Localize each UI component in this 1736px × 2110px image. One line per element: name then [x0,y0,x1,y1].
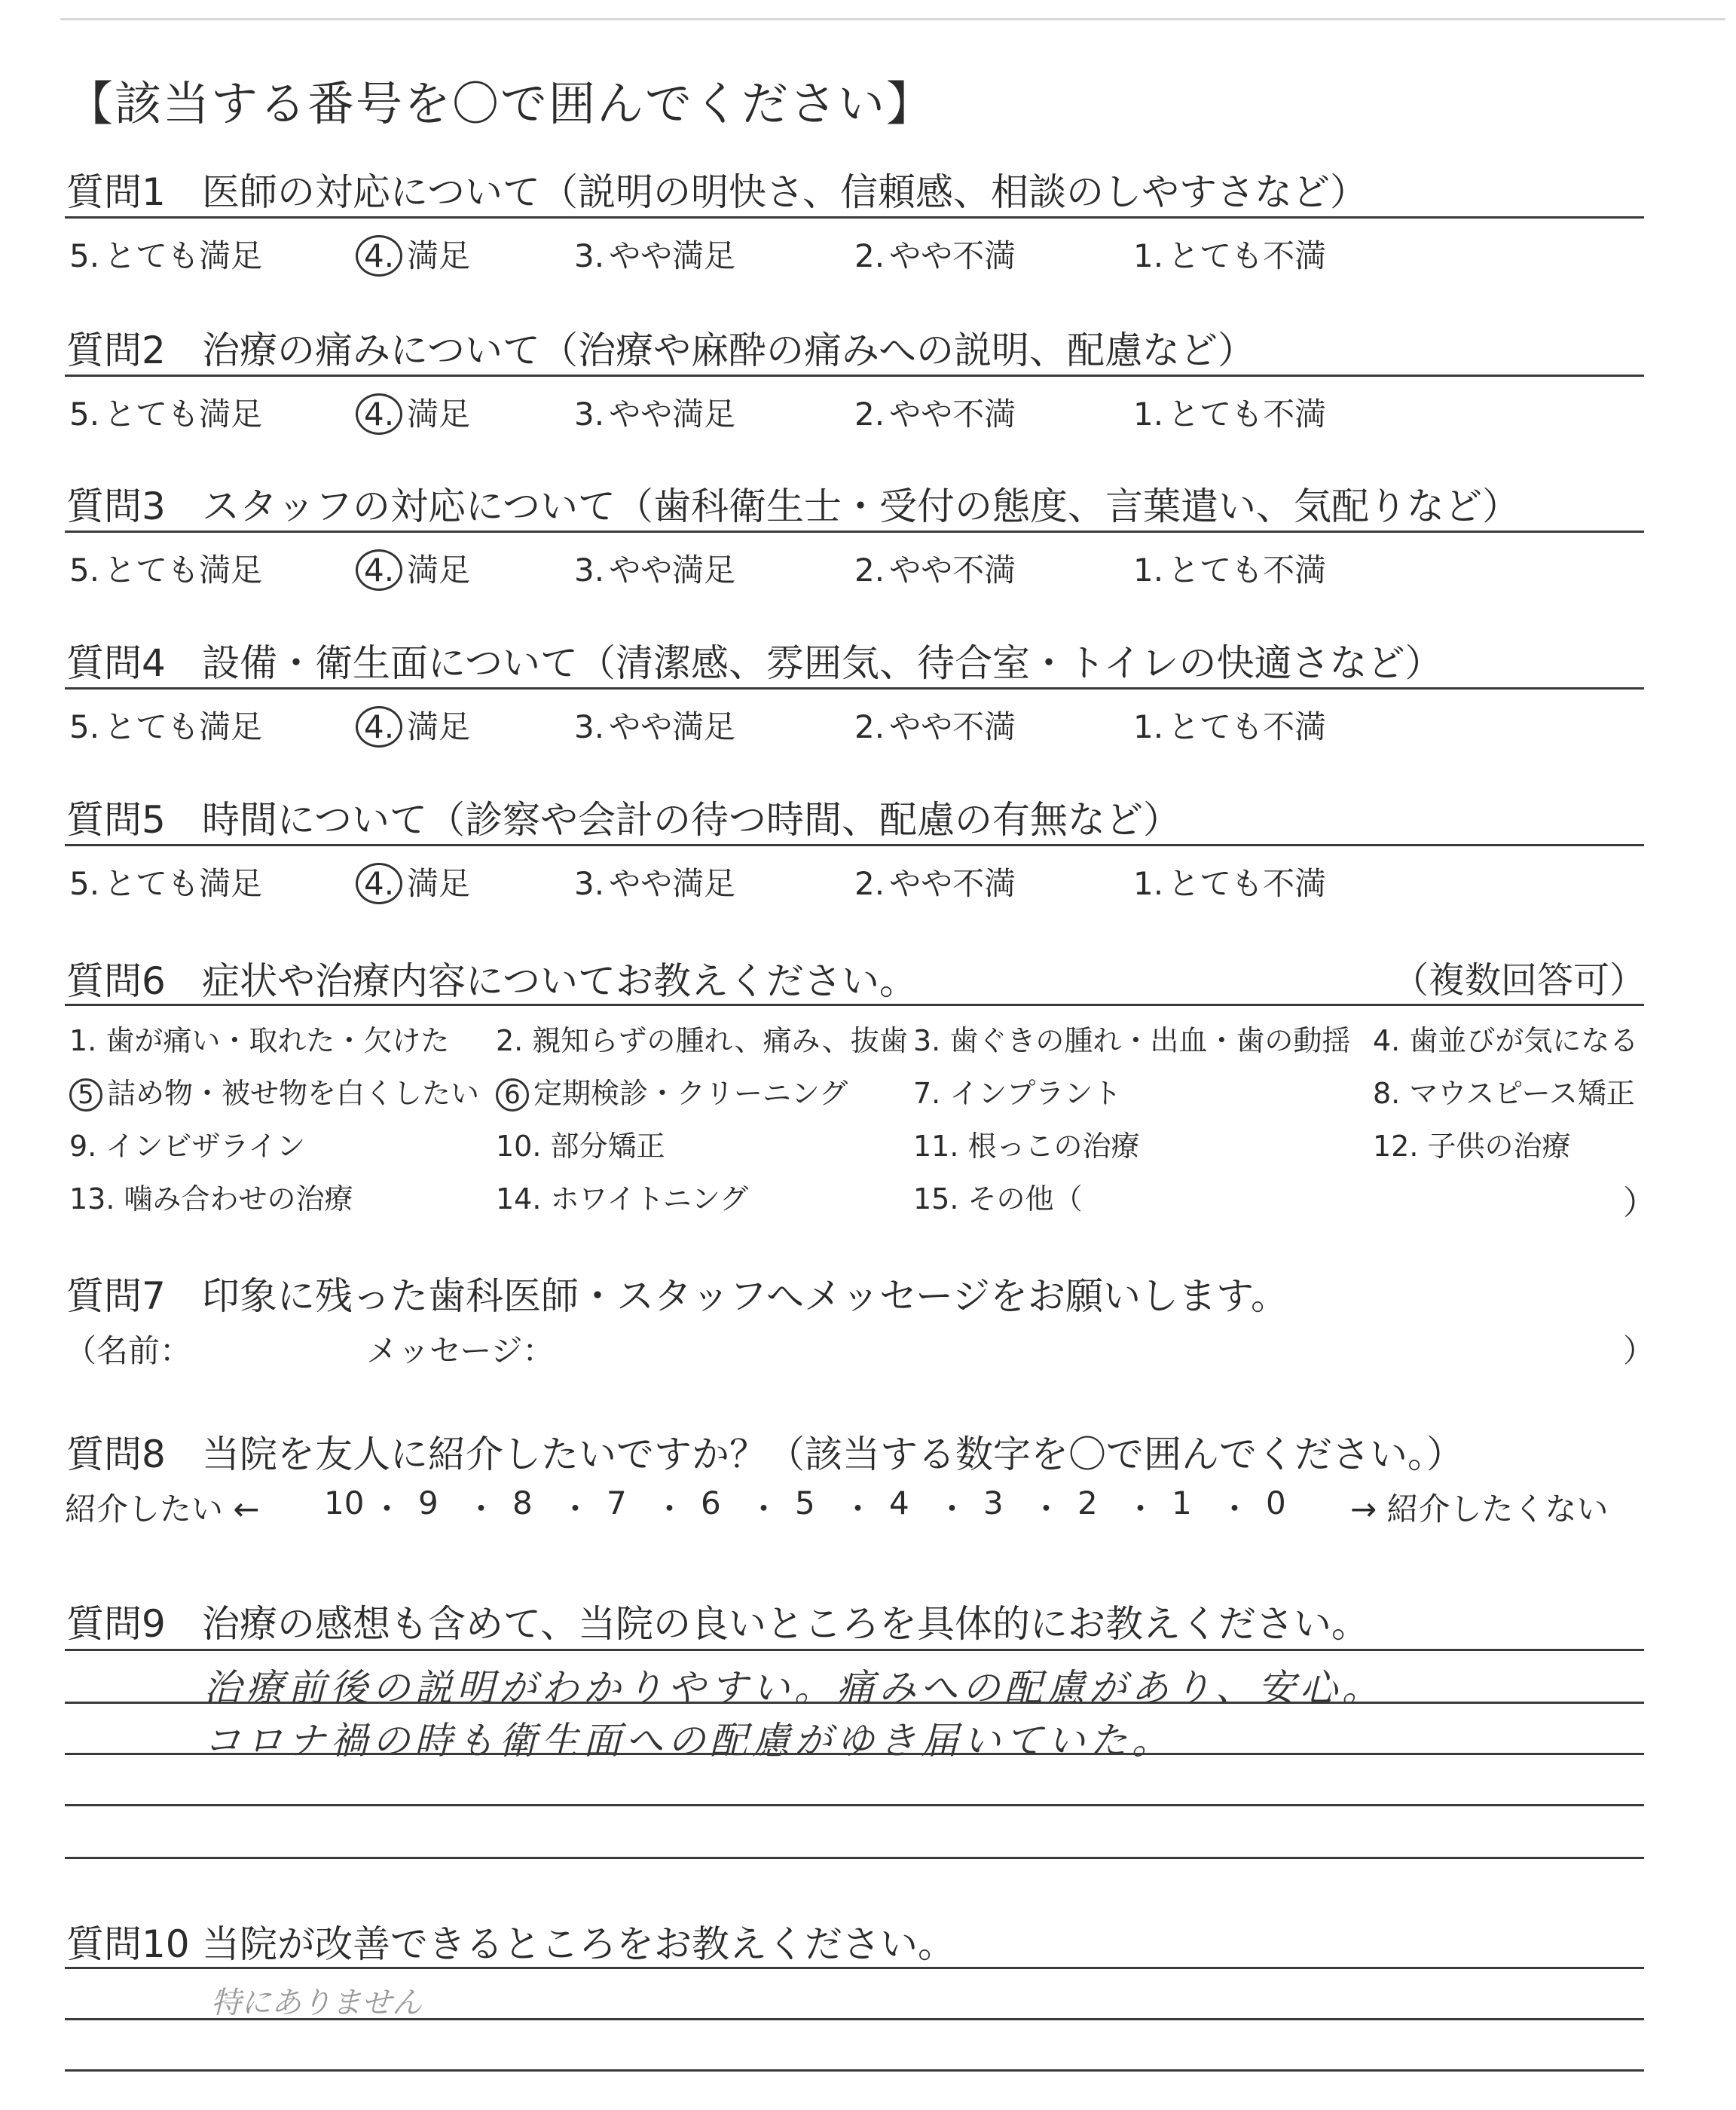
option-number: 4. [1373,1024,1401,1057]
q4-options [69,702,1652,748]
q7-close-paren: ） [1623,1332,1655,1369]
option-number: 6 [496,1078,529,1112]
option-number: 3. [913,1024,941,1057]
q9-answer-line-2: コロナ禍の時も衛生面への配慮がゆき届いていた。 [203,1719,1174,1763]
option-number: 1. [1133,237,1164,274]
q2-title [66,320,1255,375]
option-number: 2. [854,708,885,745]
q2-options [69,390,1652,435]
option-number: 3. [574,396,605,433]
q2-rule [65,375,1644,377]
scale-value-9[interactable]: 9 [418,1485,439,1521]
option-label: 子供の治療 [1427,1130,1571,1163]
q4-text: 設備・衛生面について（清潔感、雰囲気、待合室・トイレの快適さなど） [202,641,1443,685]
q10-rule-2 [65,2018,1644,2020]
option-label: とても不満 [1168,708,1327,745]
q6-option-4[interactable] [1373,1017,1638,1059]
option-number: 4. [356,393,402,435]
option-number: 4. [356,863,402,904]
option-number: 4. [356,235,402,277]
option-label: 歯が痛い・取れた・欠けた [105,1024,450,1057]
q5-title [66,790,1181,844]
scale-value-2[interactable]: 2 [1077,1485,1098,1521]
q10-number: 質問10 [66,1922,190,1966]
q6-option-11[interactable] [913,1123,1140,1164]
q3-options [69,546,1652,591]
option-number: 2. [854,237,885,274]
q6-rule [65,1004,1644,1006]
scale-separator: ・ [559,1491,591,1527]
q2-option-3[interactable] [574,390,735,435]
q1-option-2[interactable] [854,231,1016,277]
option-number: 13. [69,1182,115,1216]
option-label: やや満足 [609,552,736,589]
option-label: 歯並びが気になる [1409,1024,1639,1057]
q9-rule-3 [65,1753,1644,1755]
q1-text: 医師の対応について（説明の明快さ、信頼感、相談のしやすさなど） [202,170,1368,214]
q6-other-close: ） [1623,1184,1656,1222]
option-number: 3. [574,865,605,902]
q6-option-3[interactable] [913,1017,1350,1059]
option-label: とても不満 [1168,552,1327,589]
option-number: 11. [913,1130,959,1163]
option-label: インプラント [949,1077,1122,1110]
top-border [60,18,1725,20]
q1-option-1[interactable] [1133,231,1326,277]
option-label: 満足 [407,708,471,745]
q9-rule-5 [65,1857,1644,1859]
scale-separator: ・ [653,1491,686,1527]
option-number: 7. [913,1077,941,1110]
q2-option-4[interactable] [363,390,470,435]
option-label: やや満足 [609,396,736,433]
q10-rule-3 [65,2069,1644,2072]
q6-option-9[interactable] [69,1123,305,1164]
q5-option-2[interactable] [854,859,1016,904]
q4-number: 質問4 [66,641,166,685]
q6-option-13[interactable] [69,1176,353,1217]
q3-option-1[interactable] [1133,546,1326,591]
q1-option-3[interactable] [574,231,735,277]
q5-rule [65,844,1644,846]
scale-separator: ・ [371,1491,403,1527]
option-number: 5. [69,865,100,902]
option-number: 4. [356,549,402,591]
q4-option-2[interactable] [854,702,1016,748]
q6-option-15[interactable] [913,1176,1083,1217]
option-label: 満足 [407,396,471,433]
option-number: 10. [496,1130,542,1163]
option-label: やや不満 [889,708,1016,745]
option-number: 2. [496,1024,524,1057]
option-label: 根っこの治療 [967,1130,1140,1163]
option-label: やや不満 [889,865,1016,902]
q5-options [69,859,1652,904]
q3-option-2[interactable] [854,546,1016,591]
q9-number: 質問9 [66,1602,166,1646]
q3-option-4[interactable] [363,546,470,591]
option-label: 歯ぐきの腫れ・出血・歯の動揺 [949,1024,1351,1057]
scale-value-7[interactable]: 7 [607,1485,627,1521]
q9-answer-line-1: 治療前後の説明がわかりやすい。痛みへの配慮があり、安心。 [203,1666,1384,1710]
q4-option-5[interactable] [69,702,262,748]
scale-value-0[interactable]: 0 [1266,1485,1286,1521]
option-label: とても不満 [1168,865,1327,902]
option-label: 親知らずの腫れ、痛み、抜歯 [532,1024,908,1057]
option-number: 3. [574,552,605,589]
q6-note: （複数回答可） [1392,959,1646,1001]
option-label: 詰め物・被せ物を白くしたい [107,1077,480,1110]
option-number: 1. [1133,552,1164,589]
q6-options [69,1017,1667,1228]
option-number: 12. [1373,1130,1419,1163]
q8-title [66,1424,1464,1479]
option-number: 15. [913,1182,959,1216]
q6-option-6[interactable] [496,1070,848,1112]
option-number: 9. [69,1130,97,1163]
q2-option-2[interactable] [854,390,1016,435]
option-number: 14. [496,1182,542,1216]
option-label: インビザライン [105,1130,306,1163]
option-number: 5. [69,396,100,433]
option-number: 2. [854,552,885,589]
option-number: 5. [69,708,100,745]
option-number: 1. [1133,865,1164,902]
option-number: 4. [356,706,402,748]
q1-options [69,231,1652,277]
q6-option-12[interactable] [1373,1123,1571,1164]
option-label: マウスピース矯正 [1409,1077,1635,1110]
option-label: やや不満 [889,237,1016,274]
q7-number: 質問7 [66,1274,166,1318]
q3-title [66,476,1520,531]
option-number: 1. [69,1024,97,1057]
q4-option-1[interactable] [1133,702,1326,748]
q10-rule-1 [65,1967,1644,1969]
option-number: 5. [69,237,100,274]
q3-option-3[interactable] [574,546,735,591]
q8-number: 質問8 [66,1433,166,1476]
q8-left-label: 紹介したい ← [65,1491,260,1527]
q6-option-8[interactable] [1373,1070,1635,1112]
option-label: その他（ [967,1182,1083,1216]
q1-option-5[interactable] [69,231,262,277]
option-label: とても満足 [104,396,263,433]
q9-text: 治療の感想も含めて、当院の良いところを具体的にお教えください。 [202,1602,1369,1646]
scale-value-6[interactable]: 6 [701,1485,721,1521]
option-number: 3. [574,237,605,274]
q6-text: 症状や治療内容についてお教えください。 [202,959,917,1003]
q6-option-7[interactable] [913,1070,1121,1112]
option-label: ホワイトニング [550,1182,749,1216]
q6-number: 質問6 [66,959,166,1003]
option-label: 満足 [407,552,471,589]
q6-row [69,1017,1667,1070]
q5-option-3[interactable] [574,859,735,904]
q2-option-1[interactable] [1133,390,1326,435]
q4-option-3[interactable] [574,702,735,748]
q7-text: 印象に残った歯科医師・スタッフへメッセージをお願いします。 [202,1274,1288,1318]
q6-option-10[interactable] [496,1123,665,1164]
q1-number: 質問1 [66,170,166,214]
q6-option-1[interactable] [69,1017,449,1059]
q8-text: 当院を友人に紹介したいですか？（該当する数字を〇で囲んでください。） [202,1433,1464,1476]
q2-text: 治療の痛みについて（治療や麻酔の痛みへの説明、配慮など） [202,329,1255,372]
q1-rule [65,216,1644,219]
q4-title [66,633,1443,687]
option-label: とても満足 [104,237,263,274]
option-number: 3. [574,708,605,745]
scale-separator: ・ [842,1491,874,1527]
option-label: 噛み合わせの治療 [124,1182,353,1216]
q10-answer-line-1: 特にありません [211,1986,422,2020]
q10-title [66,1914,955,1968]
option-number: 5 [69,1078,102,1112]
q6-row [69,1176,1667,1228]
q6-option-2[interactable] [496,1017,908,1059]
option-label: やや満足 [609,865,736,902]
q8-right-label: → 紹介したくない [1350,1491,1609,1527]
q9-rule-4 [65,1804,1644,1806]
option-label: とても不満 [1168,396,1327,433]
q3-rule [65,531,1644,533]
q2-number: 質問2 [66,329,166,372]
q6-option-5[interactable] [69,1070,479,1112]
q5-option-5[interactable] [69,859,262,904]
option-label: 満足 [407,865,471,902]
q6-row [69,1123,1667,1176]
q7-title [66,1266,1288,1320]
option-label: やや満足 [609,237,736,274]
q3-text: スタッフの対応について（歯科衛生士・受付の態度、言葉遣い、気配りなど） [202,485,1520,528]
q5-text: 時間について（診察や会計の待つ時間、配慮の有無など） [202,798,1181,842]
page-header: 【該当する番号を〇で囲んでください】 [66,76,935,131]
q3-number: 質問3 [66,485,166,528]
q9-rule-1 [65,1649,1644,1651]
scale-value-8[interactable]: 8 [512,1485,533,1521]
option-label: とても満足 [104,708,263,745]
scale-separator: ・ [747,1491,780,1527]
option-label: 満足 [407,237,471,274]
scale-separator: ・ [936,1491,968,1527]
option-number: 2. [854,865,885,902]
q1-title [66,162,1368,216]
option-label: やや満足 [609,708,736,745]
option-label: やや不満 [889,552,1016,589]
q4-rule [65,687,1644,690]
q5-number: 質問5 [66,798,166,842]
option-label: とても不満 [1168,237,1327,274]
q3-option-5[interactable] [69,546,262,591]
option-label: やや不満 [889,396,1016,433]
scale-value-5[interactable]: 5 [795,1485,815,1521]
scale-value-1[interactable]: 1 [1172,1485,1192,1521]
scale-separator: ・ [1030,1491,1062,1527]
q5-option-1[interactable] [1133,859,1326,904]
scale-value-3[interactable]: 3 [983,1485,1004,1521]
option-number: 1. [1133,396,1164,433]
q6-row [69,1070,1667,1123]
scale-separator: ・ [1124,1491,1157,1527]
q7-name-label: （名前： [65,1332,192,1369]
option-label: とても満足 [104,865,263,902]
scale-value-4[interactable]: 4 [889,1485,909,1521]
q4-option-4[interactable] [363,702,470,748]
q2-option-5[interactable] [69,390,262,435]
scale-separator: ・ [1218,1491,1251,1527]
option-label: 定期検診・クリーニング [533,1077,848,1110]
q7-message-label: メッセージ： [366,1332,555,1369]
option-number: 8. [1373,1077,1401,1110]
option-label: とても満足 [104,552,263,589]
option-number: 1. [1133,708,1164,745]
q6-option-14[interactable] [496,1176,748,1217]
q9-rule-2 [65,1702,1644,1704]
option-number: 2. [854,396,885,433]
q1-option-4[interactable] [363,231,470,277]
q6-title [66,951,917,1005]
option-label: 部分矯正 [550,1130,665,1163]
scale-value-10[interactable]: 10 [324,1485,365,1521]
scale-separator: ・ [465,1491,497,1527]
q9-title [66,1594,1369,1648]
option-number: 5. [69,552,100,589]
q5-option-4[interactable] [363,859,470,904]
q10-text: 当院が改善できるところをお教えください。 [202,1922,955,1966]
